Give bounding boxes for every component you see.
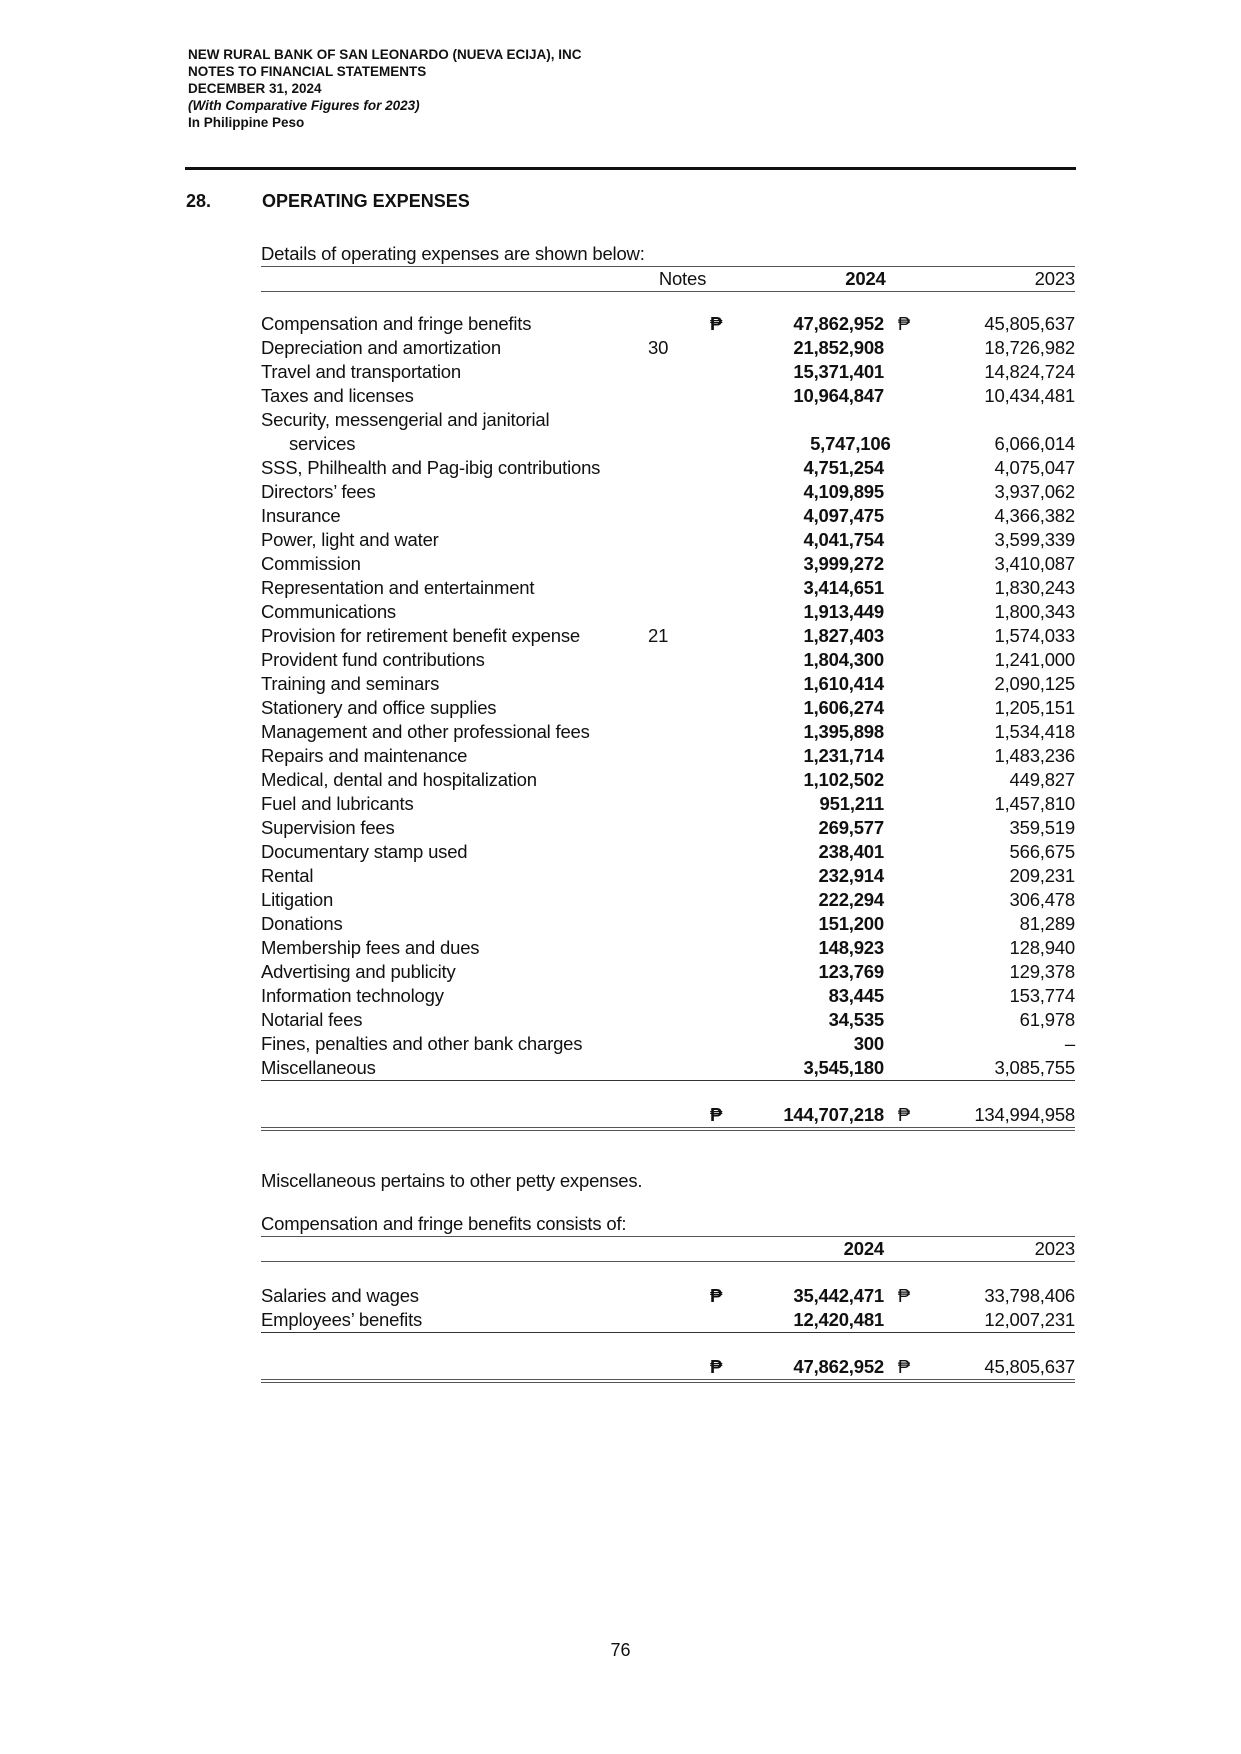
table-row [261,792,1075,816]
value-2023: 3,085,755 [994,1057,1075,1078]
row-label: Management and other professional fees [261,721,590,742]
peso-sign: ₱ [897,1104,911,1125]
table-row [261,768,1075,792]
value-2023: 129,378 [1009,961,1075,982]
value-2024: 4,041,754 [803,529,884,550]
row-label: Communications [261,601,396,622]
value-2024: 1,231,714 [803,745,884,766]
document-title: NOTES TO FINANCIAL STATEMENTS [188,64,427,79]
value-2024: 300 [853,1033,884,1054]
value-2023: 10,434,481 [984,385,1075,406]
company-name: NEW RURAL BANK OF SAN LEONARDO (NUEVA ECIJA), INC [188,47,582,62]
table-row [261,960,1075,984]
table-row [261,1008,1075,1032]
table-row [261,336,1075,360]
section-heading [186,191,470,212]
comp-table [261,1236,1075,1383]
row-label: Medical, dental and hospitalization [261,769,537,790]
value-2023: 1,241,000 [994,649,1075,670]
value-2023: 1,534,418 [994,721,1075,742]
value-2023: 566,675 [1009,841,1075,862]
value-2023: 153,774 [1009,985,1075,1006]
value-2024: 1,610,414 [803,673,884,694]
peso-sign: ₱ [710,1356,723,1377]
row-label: Taxes and licenses [261,385,414,406]
row-label: Commission [261,553,361,574]
peso-sign: ₱ [897,1285,911,1306]
row-label: Security, messengerial and janitorial [261,409,550,430]
row-label: Notarial fees [261,1009,363,1030]
statement-date: DECEMBER 31, 2024 [188,81,322,96]
table-row [261,912,1075,936]
value-2024: 12,420,481 [793,1309,884,1330]
table-row [261,1284,1075,1308]
peso-sign: ₱ [897,1356,911,1377]
row-label: SSS, Philhealth and Pag-ibig contributions [261,457,601,478]
total-2023: 134,994,958 [974,1104,1075,1125]
value-2023: 128,940 [1009,937,1075,958]
row-label: Travel and transportation [261,361,461,382]
col-2023: 2023 [1034,268,1075,289]
value-2023: 2,090,125 [994,673,1075,694]
comp-table-header [261,1236,1075,1262]
value-2024: 35,442,471 [793,1285,884,1306]
table-row [261,576,1075,600]
section-number: 28. [186,191,212,211]
value-2023: 61,978 [1019,1009,1075,1030]
value-2024: 1,827,403 [803,625,884,646]
value-2023: 45,805,637 [984,313,1075,334]
peso-sign: ₱ [897,313,911,334]
table-row [261,1056,1075,1081]
table-row [261,720,1075,744]
opex-table-header [261,266,1075,292]
page-number: 76 [610,1640,631,1660]
row-label: Information technology [261,985,444,1006]
total-2023: 45,805,637 [984,1356,1075,1377]
value-2024: 123,769 [818,961,884,982]
table-row [261,648,1075,672]
row-label: Representation and entertainment [261,577,535,598]
table-row [261,504,1075,528]
table-row [261,528,1075,552]
value-2023: 3,599,339 [994,529,1075,550]
table-row [261,984,1075,1008]
value-2023: 1,800,343 [994,601,1075,622]
value-2023: 1,457,810 [994,793,1075,814]
row-label: Membership fees and dues [261,937,480,958]
value-2024: 1,102,502 [803,769,884,790]
row-label: Compensation and fringe benefits [261,313,532,334]
table-row [261,1308,1075,1333]
value-2024: 232,914 [818,865,884,886]
row-label: Advertising and publicity [261,961,456,982]
row-label: Training and seminars [261,673,440,694]
value-2023: 3,937,062 [994,481,1075,502]
value-2023: 209,231 [1009,865,1075,886]
value-2023: 33,798,406 [984,1285,1075,1306]
value-2024: 15,371,401 [793,361,884,382]
row-label: Miscellaneous [261,1057,376,1078]
value-2023: – [1064,1033,1075,1054]
table-row [261,480,1075,504]
header-divider [185,167,1076,170]
total-2024: 144,707,218 [783,1104,884,1125]
value-2024: 148,923 [818,937,884,958]
table-row [261,624,1075,648]
value-2024: 4,097,475 [803,505,884,526]
value-2024: 269,577 [818,817,884,838]
row-label: Rental [261,865,314,886]
value-2023: 1,574,033 [994,625,1075,646]
col-notes: Notes [658,268,707,289]
table-row [261,744,1075,768]
comparative-note: (With Comparative Figures for 2023) [188,98,420,113]
value-2023: 81,289 [1019,913,1075,934]
opex-rows [261,312,1075,1081]
table-row [261,840,1075,864]
value-2024: 3,414,651 [803,577,884,598]
value-2024: 4,109,895 [803,481,884,502]
col-2023: 2023 [1034,1238,1075,1259]
opex-total-row [261,1103,1075,1131]
row-label: Depreciation and amortization [261,337,501,358]
value-2024: 222,294 [818,889,884,910]
table-row [261,696,1075,720]
table-row [261,360,1075,384]
row-label: Repairs and maintenance [261,745,468,766]
value-2024: 3,545,180 [803,1057,884,1078]
table-row [261,456,1075,480]
row-label: Provident fund contributions [261,649,485,670]
value-2024: 151,200 [818,913,884,934]
value-2024: 951,211 [819,793,884,814]
value-2024: 3,999,272 [803,553,884,574]
comp-intro: Compensation and fringe benefits consists of: [261,1213,627,1234]
document-header [188,46,582,131]
table-row [261,600,1075,624]
value-2023: 1,483,236 [994,745,1075,766]
row-label: Provision for retirement benefit expense [261,625,581,646]
opex-intro: Details of operating expenses are shown below: [261,243,645,264]
row-label: Supervision fees [261,817,395,838]
value-2023: 12,007,231 [984,1309,1075,1330]
row-label: Fines, penalties and other bank charges [261,1033,583,1054]
opex-table [261,266,1075,1131]
peso-sign: ₱ [710,1285,723,1306]
value-2024: 21,852,908 [793,337,884,358]
value-2024: 1,395,898 [803,721,884,742]
col-2024: 2024 [845,268,886,289]
value-2023: 359,519 [1009,817,1075,838]
table-row [261,312,1075,336]
table-row [261,816,1075,840]
table-row [261,936,1075,960]
value-2023: 449,827 [1009,769,1075,790]
row-label: Documentary stamp used [261,841,468,862]
value-2024: 1,606,274 [803,697,884,718]
value-2023: 6,066,014 [994,433,1076,454]
value-2023: 14,824,724 [984,361,1075,382]
value-2023: 306,478 [1009,889,1075,910]
value-2023: 1,830,243 [994,577,1075,598]
value-2024: 5,747,106 [810,433,891,454]
value-2023: 1,205,151 [994,697,1075,718]
comp-total-row [261,1355,1075,1383]
value-2024: 47,862,952 [793,313,884,334]
row-note: 21 [648,625,669,646]
value-2024: 1,804,300 [803,649,884,670]
row-label: Stationery and office supplies [261,697,497,718]
table-row [261,864,1075,888]
row-note: 30 [648,337,669,358]
row-label: Salaries and wages [261,1285,419,1306]
table-row-label-line [261,408,1075,432]
row-label: Insurance [261,505,341,526]
value-2024: 1,913,449 [803,601,884,622]
value-2024: 83,445 [828,985,884,1006]
row-label-continued: services [289,433,356,454]
value-2024: 4,751,254 [803,457,884,478]
value-2024: 10,964,847 [793,385,884,406]
section-title: OPERATING EXPENSES [262,191,470,211]
value-2023: 3,410,087 [994,553,1075,574]
value-2023: 4,366,382 [994,505,1075,526]
row-label: Power, light and water [261,529,439,550]
table-row [261,384,1075,408]
row-label: Donations [261,913,343,934]
total-2024: 47,862,952 [793,1356,884,1377]
table-row [261,552,1075,576]
value-2023: 4,075,047 [994,457,1075,478]
row-label: Directors’ fees [261,481,376,502]
table-row [261,1032,1075,1056]
row-label: Employees’ benefits [261,1309,423,1330]
peso-sign: ₱ [710,313,723,334]
row-label: Litigation [261,889,334,910]
misc-note: Miscellaneous pertains to other petty expenses. [261,1170,643,1191]
value-2023: 18,726,982 [984,337,1075,358]
peso-sign: ₱ [710,1104,723,1125]
table-row [261,432,1075,456]
value-2024: 34,535 [828,1009,884,1030]
value-2024: 238,401 [818,841,884,862]
row-label: Fuel and lubricants [261,793,414,814]
table-row [261,888,1075,912]
col-2024: 2024 [843,1238,884,1259]
table-row [261,672,1075,696]
currency-note: In Philippine Peso [188,115,305,130]
